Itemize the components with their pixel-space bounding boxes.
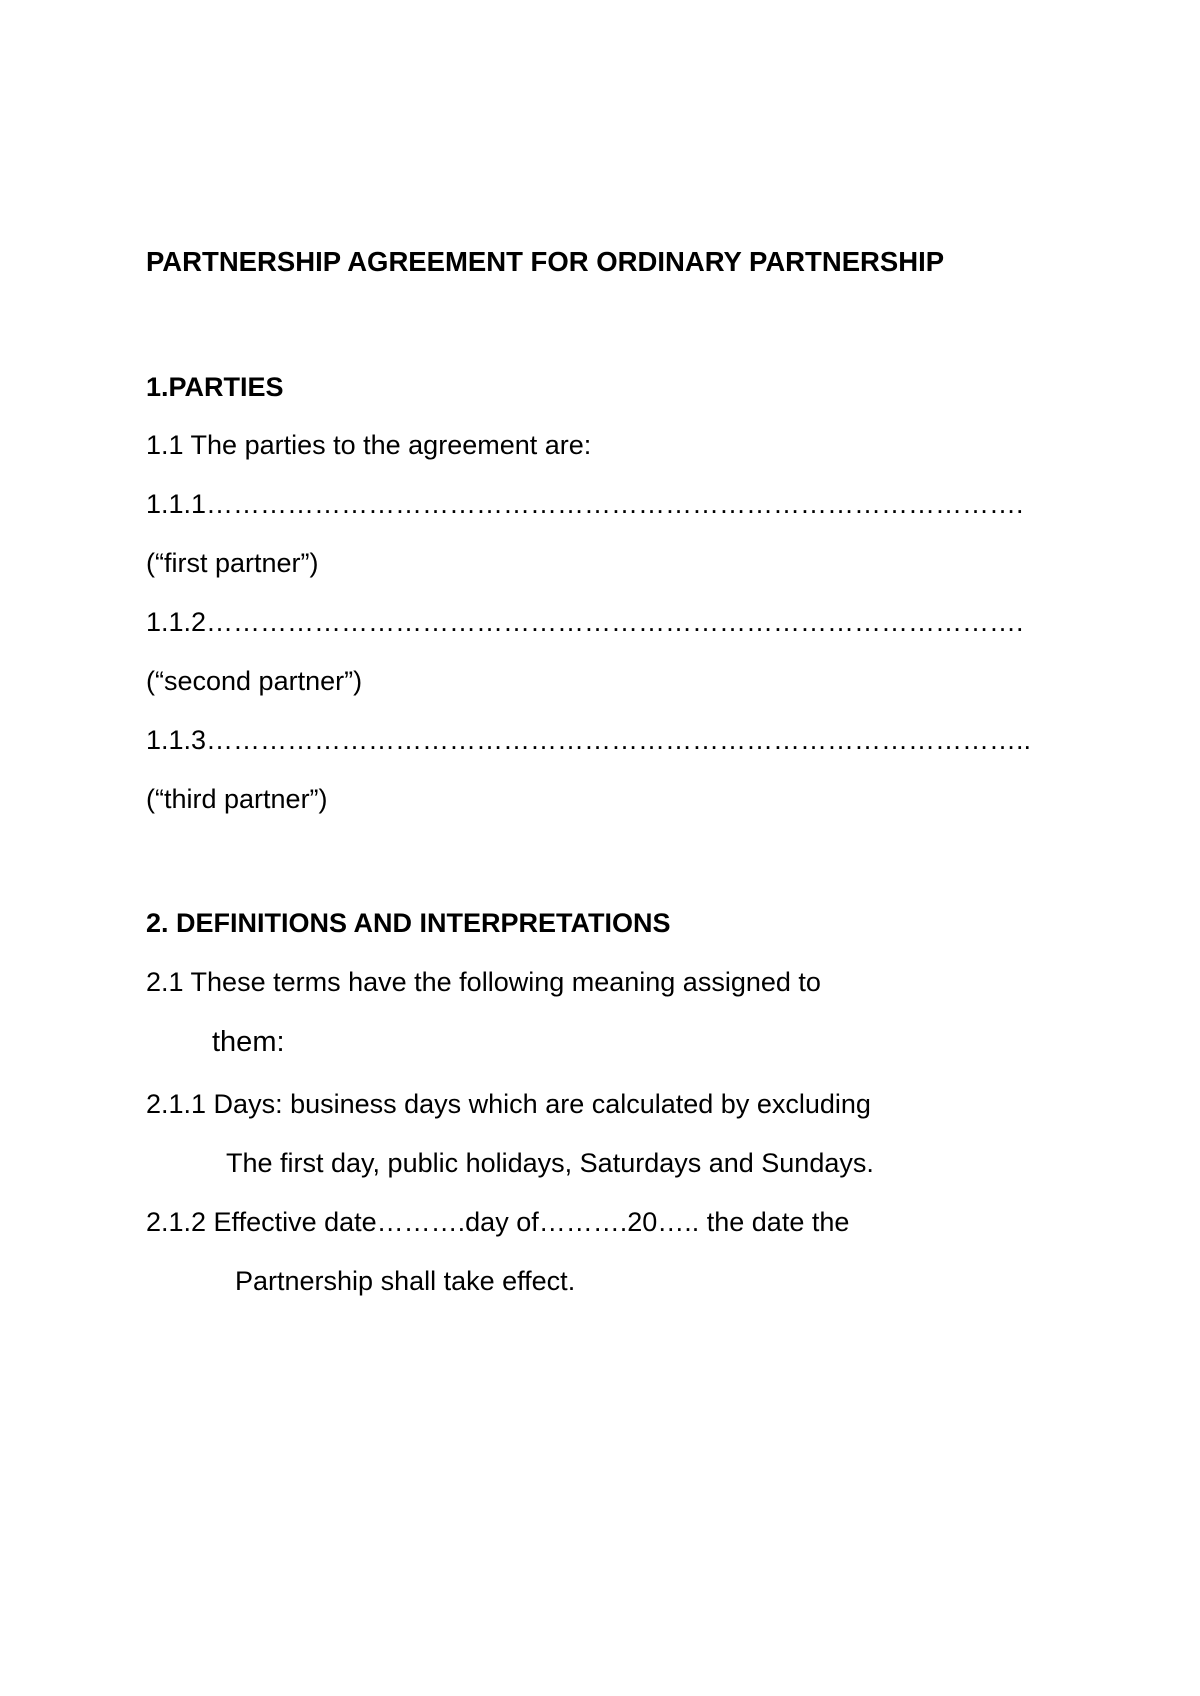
section-1-heading: 1.PARTIES: [146, 372, 284, 402]
clause-2-1-1-line-1: 2.1.1 Days: business days which are calculated by excluding: [146, 1089, 871, 1119]
party-1-line: 1.1.1……………………………………………………………………………….: [146, 489, 1024, 519]
clause-2-1-line-1: 2.1 These terms have the following meaning assigned to: [146, 967, 821, 997]
document-title: PARTNERSHIP AGREEMENT FOR ORDINARY PARTNERSHIP: [146, 246, 945, 277]
party-3-line: 1.1.3………………………………………………………………………………..: [146, 725, 1032, 755]
party-2-label: (“second partner”): [146, 666, 363, 696]
clause-2-1-line-2: them:: [212, 1026, 285, 1058]
party-1-label: (“first partner”): [146, 548, 319, 578]
party-2-line: 1.1.2……………………………………………………………………………….: [146, 607, 1024, 637]
clause-2-1-1-line-2: The first day, public holidays, Saturdays and Sundays.: [226, 1148, 874, 1178]
clause-2-1-2-line-2: Partnership shall take effect.: [235, 1266, 576, 1296]
section-2-heading: 2. DEFINITIONS AND INTERPRETATIONS: [146, 908, 671, 938]
clause-2-1-2-line-1: 2.1.2 Effective date……….day of……….20….. the date the: [146, 1207, 850, 1237]
clause-1-1: 1.1 The parties to the agreement are:: [146, 430, 592, 460]
party-3-label: (“third partner”): [146, 784, 328, 814]
